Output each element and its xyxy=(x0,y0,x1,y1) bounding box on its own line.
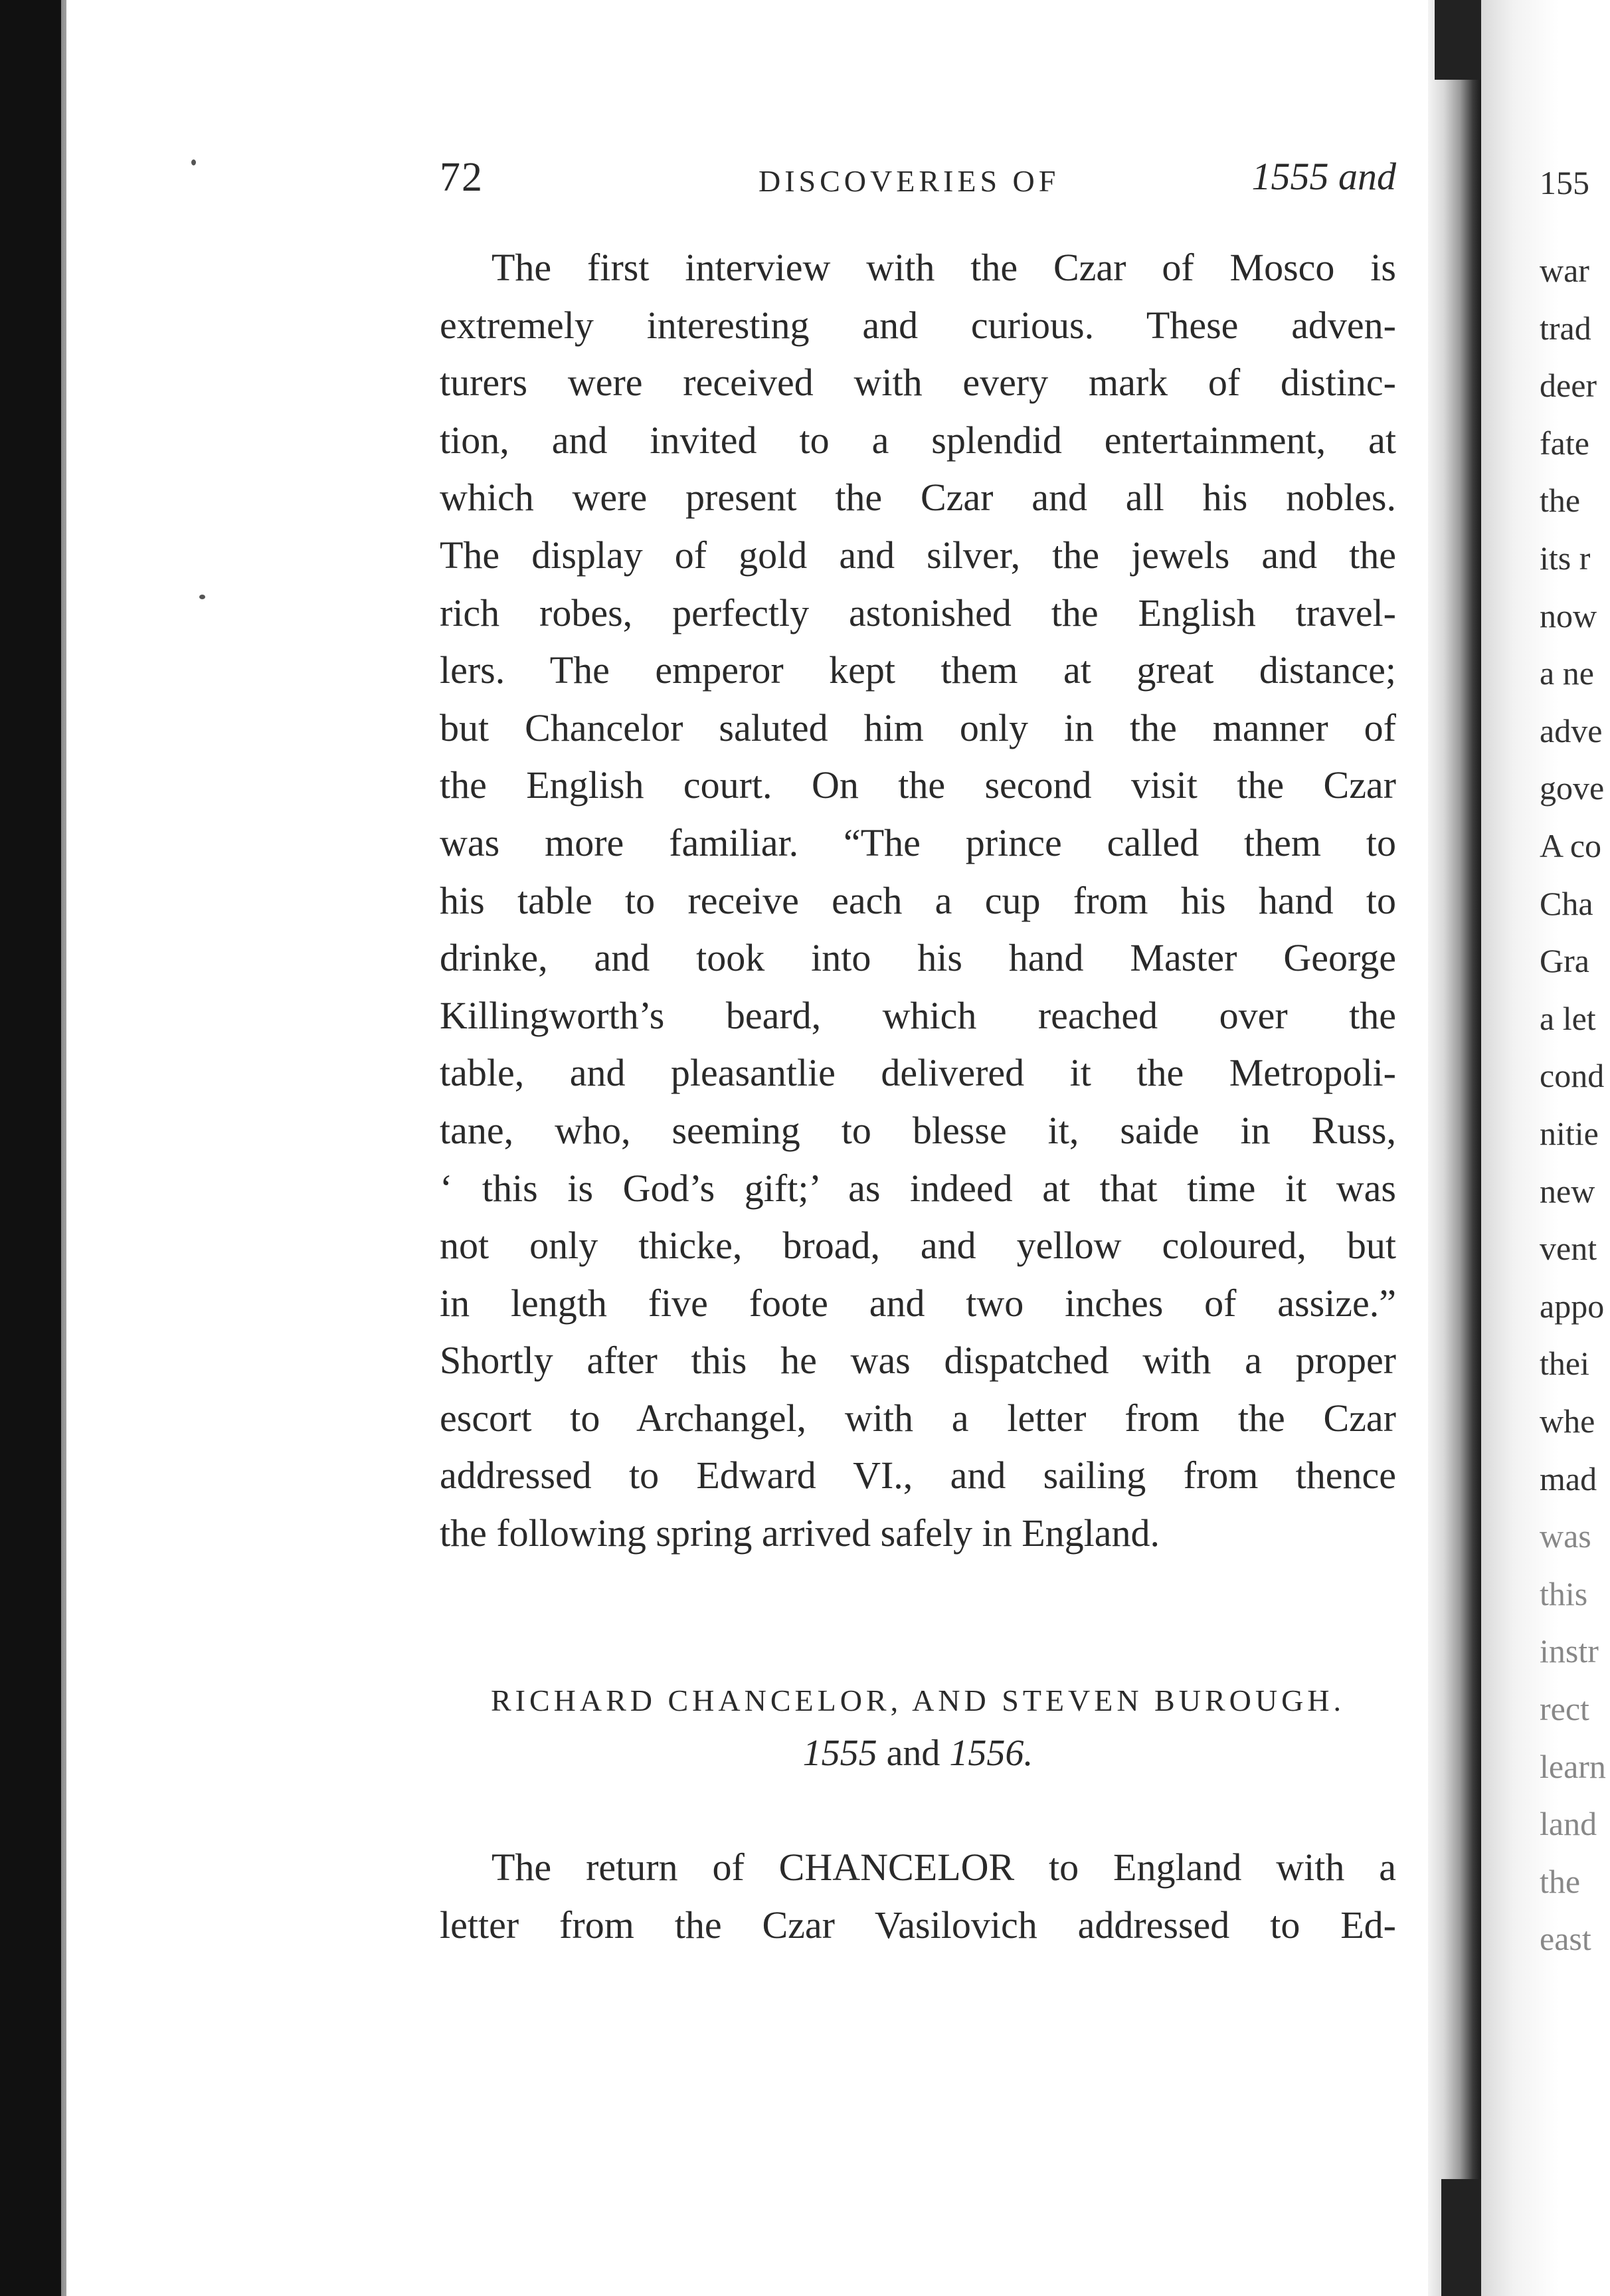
text-line: Shortly after this he was dispatched with a proper xyxy=(440,1339,1396,1383)
scan-border-left xyxy=(0,0,61,2296)
text-line: turers were received with every mark of distinc- xyxy=(440,361,1396,405)
text-line: table, and pleasantlie delivered it the Metropoli- xyxy=(440,1051,1396,1095)
text-line: not only thicke, broad, and yellow coloured, but xyxy=(440,1224,1396,1268)
next-page-line: learn xyxy=(1540,1747,1606,1785)
section-year-end: 1556. xyxy=(949,1733,1033,1774)
next-page-line: mad xyxy=(1540,1460,1597,1497)
next-page-line: rect xyxy=(1540,1690,1589,1727)
text-line: addressed to Edward VI., and sailing from thence xyxy=(440,1454,1396,1497)
text-line: Killingworth’s beard, which reached over the xyxy=(440,993,1396,1037)
paragraph-1 xyxy=(440,239,1396,1563)
section-year-start: 1555 xyxy=(802,1733,877,1774)
text-line: The return of CHANCELOR to England with a xyxy=(492,1846,1396,1889)
next-page-line: trad xyxy=(1540,309,1591,347)
next-page-line: vent xyxy=(1540,1230,1597,1268)
text-line: ‘ this is God’s gift;’ as indeed at that time it was xyxy=(440,1166,1396,1210)
next-page-line: its r xyxy=(1540,539,1591,577)
text-line: The display of gold and silver, the jewels and the xyxy=(440,533,1396,577)
next-page-line: fate xyxy=(1540,424,1589,462)
next-page-line: Gra xyxy=(1540,942,1589,980)
text-line: escort to Archangel, with a letter from the Czar xyxy=(440,1396,1396,1440)
next-page-line: adve xyxy=(1540,712,1603,749)
next-page-line: east xyxy=(1540,1920,1591,1958)
page-number: 72 xyxy=(440,155,484,200)
next-page-line: Cha xyxy=(1540,884,1593,922)
text-line: the following spring arrived safely in England. xyxy=(440,1511,1160,1555)
next-page-line: gove xyxy=(1540,769,1605,807)
next-page-line: the xyxy=(1540,482,1581,520)
text-line: the English court. On the second visit the Czar xyxy=(440,763,1396,807)
text-line: The first interview with the Czar of Mosco is xyxy=(492,246,1396,289)
section-year-and: and xyxy=(886,1733,940,1774)
next-page-line: the xyxy=(1540,1862,1581,1900)
running-head-title: DISCOVERIES OF xyxy=(759,164,1060,198)
text-line: extremely interesting and curious. These adven- xyxy=(440,303,1396,347)
gutter-shadow-bottom xyxy=(1441,2179,1481,2296)
running-head-year: 1555 and xyxy=(1251,155,1396,198)
text-line: drinke, and took into his hand Master George xyxy=(440,936,1396,980)
scan-speck xyxy=(191,159,196,165)
next-page-line: war xyxy=(1540,252,1589,289)
next-page-line: land xyxy=(1540,1805,1597,1843)
section-years xyxy=(440,1723,1396,1783)
next-page-line: A co xyxy=(1540,827,1602,864)
paragraph-2 xyxy=(440,1839,1396,1954)
next-page-line: this xyxy=(1540,1575,1588,1612)
scan-speck xyxy=(199,595,205,599)
text-line: but Chancelor saluted him only in the manner of xyxy=(440,706,1396,749)
next-page-head: 155 xyxy=(1540,164,1589,201)
next-page-fragment xyxy=(1481,0,1610,2296)
next-page-line: cond xyxy=(1540,1057,1605,1095)
text-line: was more familiar. “The prince called them to xyxy=(440,820,1396,864)
text-line: lers. The emperor kept them at great distance; xyxy=(440,648,1396,692)
next-page-line: now xyxy=(1540,597,1597,634)
next-page-line: deer xyxy=(1540,367,1597,405)
next-page-line: appo xyxy=(1540,1287,1605,1325)
text-line: tion, and invited to a splendid entertainment, at xyxy=(440,418,1396,462)
text-line: tane, who, seeming to blesse it, saide in Russ, xyxy=(440,1108,1396,1152)
next-page-line: whe xyxy=(1540,1402,1595,1440)
next-page-line: a ne xyxy=(1540,654,1594,692)
text-line: which were present the Czar and all his nobles. xyxy=(440,476,1396,520)
next-page-line: new xyxy=(1540,1172,1595,1210)
section-heading: RICHARD CHANCELOR, AND STEVEN BUROUGH. xyxy=(490,1683,1346,1717)
text-line: his table to receive each a cup from his hand to xyxy=(440,878,1396,922)
text-line: in length five foote and two inches of assize.” xyxy=(440,1281,1396,1325)
gutter-shadow-top xyxy=(1435,0,1481,80)
text-line: letter from the Czar Vasilovich addressed to Ed- xyxy=(440,1903,1396,1947)
running-head xyxy=(440,154,1396,207)
next-page-line: a let xyxy=(1540,999,1596,1037)
next-page-line: was xyxy=(1540,1517,1591,1555)
text-line: rich robes, perfectly astonished the English travel- xyxy=(440,591,1396,634)
next-page-line: instr xyxy=(1540,1632,1599,1670)
next-page-line: thei xyxy=(1540,1345,1589,1383)
next-page-line: nitie xyxy=(1540,1115,1599,1152)
book-gutter xyxy=(1428,0,1481,2296)
